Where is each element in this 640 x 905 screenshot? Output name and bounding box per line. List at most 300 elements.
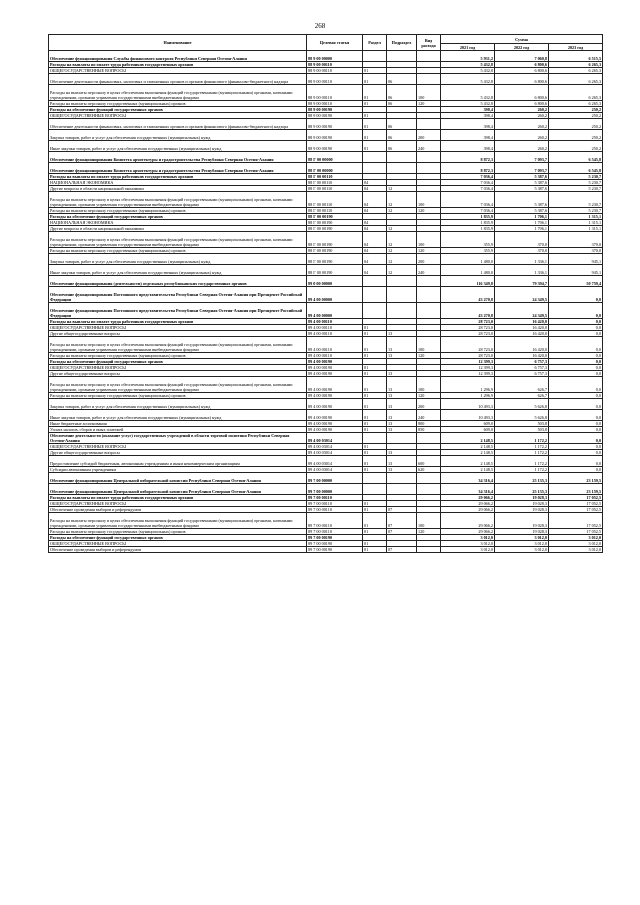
row-sum-2022: 6 800,6 (495, 68, 549, 74)
row-name: Субсидии автономным учреждениям (49, 467, 307, 473)
row-name: Расходы на выплаты по оплате труда работников государственных органов (49, 319, 307, 325)
row-name: Обеспечение деятельности финансовых, налоговых и таможенных органов и органов финансового (финансово-бюджетного) надзора (49, 119, 307, 130)
row-expense-type: 850 (417, 427, 441, 433)
row-target: 88 Г 00 00190 (307, 214, 363, 220)
row-subsection: 06 (387, 141, 417, 152)
table-row (49, 232, 603, 248)
row-section: 01 (363, 371, 387, 377)
table-row (49, 265, 603, 276)
row-sum-2022: 25 135,3 (495, 473, 549, 484)
row-sum-2023: 17 052,5 (549, 529, 603, 535)
row-sum-2022: 7 060,8 (495, 51, 549, 62)
row-expense-type: 100 (417, 192, 441, 208)
row-section: 01 (363, 119, 387, 130)
row-sum-2021: 5 432,8 (441, 85, 495, 101)
row-sum-2021: 10 493,3 (441, 399, 495, 410)
row-target: 89 4 00 03014 (307, 444, 363, 450)
row-sum-2023: 0,0 (549, 287, 603, 303)
row-name: Закупка товаров, работ и услуг для обеспечения государственных (муниципальных) нужд (49, 399, 307, 410)
row-expense-type: 120 (417, 393, 441, 399)
row-sum-2021: 34 316,4 (441, 473, 495, 484)
row-sum-2023: 3 012,0 (549, 547, 603, 553)
row-subsection (387, 163, 417, 174)
row-sum-2022: 260,2 (495, 119, 549, 130)
row-name: Уплата налогов, сборов и иных платежей (49, 427, 307, 433)
table-row (49, 456, 603, 467)
row-sum-2021: 609,0 (441, 421, 495, 427)
row-section: 01 (363, 85, 387, 101)
row-section: 01 (363, 74, 387, 85)
row-target: 89 4 00 00190 (307, 427, 363, 433)
row-name: Расходы на выплаты персоналу государственных (муниципальных) органов (49, 529, 307, 535)
row-sum-2022: 19 028,3 (495, 507, 549, 513)
row-subsection: 13 (387, 421, 417, 427)
row-sum-2021: 29 066,2 (441, 495, 495, 501)
row-sum-2021: 1 296,9 (441, 393, 495, 399)
row-expense-type (417, 433, 441, 444)
row-sum-2023: 0,0 (549, 456, 603, 467)
row-sum-2023: 250,2 (549, 119, 603, 130)
row-sum-2021: 29 066,2 (441, 513, 495, 529)
row-sum-2023: 6 545,8 (549, 163, 603, 174)
header-section: Раздел (363, 35, 387, 51)
row-expense-type: 100 (417, 513, 441, 529)
table-row (49, 473, 603, 484)
row-sum-2023: 5 230,7 (549, 174, 603, 180)
row-section: 01 (363, 513, 387, 529)
row-sum-2022: 5 387,6 (495, 192, 549, 208)
row-sum-2022: 25 135,3 (495, 484, 549, 495)
row-subsection: 06 (387, 119, 417, 130)
row-name: Расходы на выплаты персоналу государственных (муниципальных) органов (49, 248, 307, 254)
row-subsection: 13 (387, 337, 417, 353)
row-sum-2023: 370,0 (549, 248, 603, 254)
row-subsection (387, 433, 417, 444)
row-target: 89 4 00 00190 (307, 410, 363, 421)
row-sum-2022: 3 012,0 (495, 535, 549, 541)
row-target: 89 7 00 00110 (307, 495, 363, 501)
row-expense-type: 100 (417, 85, 441, 101)
row-sum-2021: 12 399,3 (441, 371, 495, 377)
row-sum-2023: 0,0 (549, 393, 603, 399)
row-name: Иные бюджетные ассигнования (49, 421, 307, 427)
row-expense-type (417, 473, 441, 484)
row-section: 01 (363, 450, 387, 456)
row-sum-2023: 370,0 (549, 232, 603, 248)
table-row (49, 377, 603, 393)
row-section: 01 (363, 325, 387, 331)
row-target: 89 4 00 00110 (307, 325, 363, 331)
row-target: 89 4 00 00190 (307, 365, 363, 371)
row-target: 88 9 00 00110 (307, 74, 363, 85)
row-sum-2021: 28 723,0 (441, 325, 495, 331)
row-subsection: 12 (387, 226, 417, 232)
row-section: 04 (363, 232, 387, 248)
row-section: 01 (363, 331, 387, 337)
row-sum-2021: 5 432,8 (441, 62, 495, 68)
row-subsection: 06 (387, 85, 417, 101)
row-sum-2023: 0,0 (549, 421, 603, 427)
row-sum-2021: 2 148,5 (441, 456, 495, 467)
row-sum-2021: 7 036,4 (441, 208, 495, 214)
row-expense-type (417, 152, 441, 163)
row-sum-2022: 1 172,2 (495, 450, 549, 456)
row-sum-2022: 5 387,6 (495, 208, 549, 214)
row-target: 88 Г 00 00110 (307, 208, 363, 214)
row-expense-type: 120 (417, 101, 441, 107)
row-sum-2023: 1 315,1 (549, 226, 603, 232)
row-section: 04 (363, 220, 387, 226)
row-subsection: 07 (387, 507, 417, 513)
row-expense-type: 240 (417, 141, 441, 152)
row-name: ОБЩЕГОСУДАРСТВЕННЫЕ ВОПРОСЫ (49, 68, 307, 74)
row-sum-2021: 2 148,5 (441, 467, 495, 473)
row-section (363, 51, 387, 62)
row-section: 04 (363, 208, 387, 214)
row-name: Обеспечение деятельности финансовых, налоговых и таможенных органов и органов финансового (финансово-бюджетного) надзора (49, 74, 307, 85)
row-sum-2022: 6 757,3 (495, 371, 549, 377)
row-name: Другие общегосударственные вопросы (49, 371, 307, 377)
row-sum-2023: 0,0 (549, 337, 603, 353)
row-name: Расходы на выплаты персоналу в целях обеспечения выполнения функций государственными (муниципальными) органами, казенными учреждениями, органами управления государственными внебюджетными фондами (49, 232, 307, 248)
row-sum-2023: 23 159,5 (549, 484, 603, 495)
row-target: 88 Г 00 00000 (307, 163, 363, 174)
row-section: 01 (363, 547, 387, 553)
row-subsection (387, 484, 417, 495)
row-expense-type (417, 74, 441, 85)
row-sum-2022: 16 420,0 (495, 337, 549, 353)
row-sum-2021: 398,4 (441, 107, 495, 113)
row-name: НАЦИОНАЛЬНАЯ ЭКОНОМИКА (49, 220, 307, 226)
row-target: 89 4 00 00190 (307, 377, 363, 393)
row-sum-2021: 2 148,5 (441, 450, 495, 456)
row-target: 88 9 00 00110 (307, 68, 363, 74)
row-sum-2023: 0,0 (549, 399, 603, 410)
row-expense-type (417, 484, 441, 495)
row-subsection: 12 (387, 232, 417, 248)
row-sum-2023: 0,0 (549, 450, 603, 456)
row-sum-2022: 1 336,1 (495, 254, 549, 265)
row-section: 01 (363, 541, 387, 547)
row-name: Расходы на выплаты по оплате труда работников государственных органов (49, 62, 307, 68)
row-expense-type: 100 (417, 337, 441, 353)
row-name: Расходы на выплаты по оплате труда работников государственных органов (49, 174, 307, 180)
row-name: Иные закупки товаров, работ и услуг для обеспечения государственных (муниципальных) нужд (49, 410, 307, 421)
row-name: ОБЩЕГОСУДАРСТВЕННЫЕ ВОПРОСЫ (49, 444, 307, 450)
row-sum-2022: 503,8 (495, 421, 549, 427)
row-sum-2022: 260,2 (495, 130, 549, 141)
header-year-2022: 2022 год (495, 44, 549, 51)
row-sum-2021: 398,4 (441, 130, 495, 141)
row-sum-2021: 28 723,0 (441, 319, 495, 325)
row-expense-type: 600 (417, 456, 441, 467)
row-sum-2023: 5 230,7 (549, 186, 603, 192)
row-sum-2022: 6 757,3 (495, 365, 549, 371)
row-sum-2021: 12 399,3 (441, 365, 495, 371)
row-sum-2022: 16 420,0 (495, 319, 549, 325)
row-target: 89 4 00 00190 (307, 399, 363, 410)
row-subsection: 07 (387, 513, 417, 529)
header-expense-type: Вид расхода (417, 35, 441, 51)
row-name: Другие вопросы в области национальной экономики (49, 226, 307, 232)
row-sum-2023: 0,0 (549, 365, 603, 371)
page-number: 268 (314, 22, 326, 30)
row-sum-2022: 16 420,0 (495, 325, 549, 331)
row-subsection: 13 (387, 377, 417, 393)
row-section: 01 (363, 337, 387, 353)
row-target: 88 Г 00 00190 (307, 226, 363, 232)
row-sum-2022: 1 172,2 (495, 444, 549, 450)
row-sum-2023: 5 230,7 (549, 192, 603, 208)
row-section: 01 (363, 353, 387, 359)
row-name: Обеспечение функционирования Комитета архитектуры и градостроительства Республики Северная Осетия-Алания (49, 163, 307, 174)
row-name: Обеспечение проведения выборов и референдумов (49, 547, 307, 553)
row-sum-2023: 17 052,5 (549, 513, 603, 529)
row-sum-2023: 5 230,7 (549, 180, 603, 186)
row-sum-2023: 0,0 (549, 444, 603, 450)
row-sum-2021: 34 316,4 (441, 484, 495, 495)
row-name: Расходы на выплаты персоналу в целях обеспечения выполнения функций государственными (муниципальными) органами, казенными учреждениями, органами управления государственными внебюджетными фондами (49, 192, 307, 208)
row-sum-2022: 1 172,2 (495, 467, 549, 473)
row-expense-type: 100 (417, 232, 441, 248)
row-name: Предоставление субсидий бюджетным, автономным учреждениям и иным некоммерческим организациям (49, 456, 307, 467)
row-sum-2023: 50 759,4 (549, 276, 603, 287)
header-subsection: Подраздел (387, 35, 417, 51)
row-sum-2022: 1 706,1 (495, 226, 549, 232)
row-section (363, 276, 387, 287)
row-target: 88 9 00 00190 (307, 113, 363, 119)
row-sum-2022: 3 012,0 (495, 541, 549, 547)
table-row (49, 513, 603, 529)
row-sum-2021: 29 066,2 (441, 529, 495, 535)
row-target: 88 Г 00 00110 (307, 186, 363, 192)
row-target: 89 4 00 00190 (307, 371, 363, 377)
row-subsection: 06 (387, 130, 417, 141)
row-sum-2023: 6 265,3 (549, 101, 603, 107)
row-sum-2021: 2 148,5 (441, 433, 495, 444)
row-sum-2023: 0,0 (549, 359, 603, 365)
row-expense-type (417, 276, 441, 287)
row-sum-2022: 5 626,8 (495, 410, 549, 421)
row-sum-2021: 29 066,2 (441, 501, 495, 507)
row-target: 89 4 00 03014 (307, 456, 363, 467)
row-subsection: 06 (387, 74, 417, 85)
row-subsection: 06 (387, 101, 417, 107)
row-sum-2023: 0,0 (549, 467, 603, 473)
row-target: 89 7 00 00110 (307, 513, 363, 529)
row-subsection: 12 (387, 248, 417, 254)
row-section: 01 (363, 444, 387, 450)
row-subsection (387, 473, 417, 484)
row-sum-2022: 5 387,6 (495, 180, 549, 186)
row-target: 88 9 00 00190 (307, 119, 363, 130)
row-section: 01 (363, 421, 387, 427)
table-row (49, 410, 603, 421)
row-sum-2023: 0,0 (549, 325, 603, 331)
row-sum-2022: 1 336,1 (495, 265, 549, 276)
row-section: 01 (363, 101, 387, 107)
row-section: 04 (363, 226, 387, 232)
table-row (49, 276, 603, 287)
row-subsection (387, 152, 417, 163)
row-sum-2021: 1 480,0 (441, 265, 495, 276)
row-sum-2021: 28 723,0 (441, 337, 495, 353)
row-section: 04 (363, 192, 387, 208)
header-name: Наименование (49, 35, 307, 51)
row-target: 88 9 00 00000 (307, 51, 363, 62)
table-row (49, 51, 603, 62)
row-sum-2021: 43 270,8 (441, 287, 495, 303)
row-name: Расходы на выплаты персоналу государственных (муниципальных) органов (49, 393, 307, 399)
row-section: 01 (363, 113, 387, 119)
row-sum-2022: 24 349,5 (495, 303, 549, 319)
row-subsection: 13 (387, 427, 417, 433)
row-name: Обеспечение функционирования Комитета архитектуры и градостроительства Республики Северная Осетия-Алания (49, 152, 307, 163)
row-sum-2023: 6 545,8 (549, 152, 603, 163)
row-sum-2021: 28 723,0 (441, 353, 495, 359)
row-target: 88 Г 00 00190 (307, 248, 363, 254)
row-sum-2022: 19 028,3 (495, 495, 549, 501)
budget-table (48, 34, 603, 553)
row-section: 04 (363, 248, 387, 254)
row-subsection (387, 303, 417, 319)
row-sum-2021: 7 036,4 (441, 180, 495, 186)
row-name: Расходы на выплаты персоналу государственных (муниципальных) органов (49, 101, 307, 107)
row-sum-2022: 19 028,3 (495, 501, 549, 507)
row-name: ОБЩЕГОСУДАРСТВЕННЫЕ ВОПРОСЫ (49, 501, 307, 507)
row-name: Обеспечение деятельности (оказание услуг) государственных учреждений в области торговой политики Республики Северная Осетия-Алания (49, 433, 307, 444)
row-name: Другие общегосударственные вопросы (49, 450, 307, 456)
row-section: 01 (363, 393, 387, 399)
row-sum-2023: 17 052,5 (549, 501, 603, 507)
row-name: Расходы на обеспечение функций государственных органов (49, 214, 307, 220)
row-name: Закупка товаров, работ и услуг для обеспечения государственных (муниципальных) нужд (49, 254, 307, 265)
table-row (49, 192, 603, 208)
row-sum-2021: 398,4 (441, 141, 495, 152)
row-sum-2021: 3 012,0 (441, 547, 495, 553)
row-name: Обеспечение функционирования Центральной избирательной комиссии Республики Северная Осетия-Алания (49, 484, 307, 495)
table-row (49, 337, 603, 353)
row-target: 89 4 00 00000 (307, 303, 363, 319)
row-section: 01 (363, 410, 387, 421)
row-target: 88 Г 00 00190 (307, 254, 363, 265)
row-target: 89 7 00 00000 (307, 484, 363, 495)
row-name: ОБЩЕГОСУДАРСТВЕННЫЕ ВОПРОСЫ (49, 541, 307, 547)
row-expense-type: 120 (417, 208, 441, 214)
table-row (49, 287, 603, 303)
row-name: Расходы на выплаты персоналу в целях обеспечения выполнения функций государственными (муниципальными) органами, казенными учреждениями, органами управления государственными внебюджетными фондами (49, 85, 307, 101)
table-row (49, 141, 603, 152)
table-row (49, 130, 603, 141)
row-sum-2023: 0,0 (549, 371, 603, 377)
row-section (363, 433, 387, 444)
table-row (49, 433, 603, 444)
row-sum-2022: 6 800,6 (495, 62, 549, 68)
row-sum-2023: 0,0 (549, 353, 603, 359)
row-sum-2023: 0,0 (549, 377, 603, 393)
row-name: Обеспечение функционирования (деятельности) отдельных республиканских государственных органов (49, 276, 307, 287)
row-section: 01 (363, 365, 387, 371)
row-sum-2023: 250,2 (549, 113, 603, 119)
row-section: 04 (363, 254, 387, 265)
row-section: 04 (363, 180, 387, 186)
row-sum-2023: 3 012,0 (549, 541, 603, 547)
row-sum-2023: 0,0 (549, 331, 603, 337)
row-sum-2023: 0,0 (549, 319, 603, 325)
row-sum-2023: 0,0 (549, 433, 603, 444)
row-sum-2023: 1 315,1 (549, 214, 603, 220)
row-sum-2021: 5 432,8 (441, 101, 495, 107)
row-name: Расходы на обеспечение функций государственных органов (49, 107, 307, 113)
row-sum-2021: 8 872,3 (441, 163, 495, 174)
row-subsection: 12 (387, 186, 417, 192)
row-sum-2022: 7 093,7 (495, 163, 549, 174)
row-sum-2022: 1 172,2 (495, 433, 549, 444)
row-section (363, 152, 387, 163)
row-section: 01 (363, 68, 387, 74)
row-section: 01 (363, 456, 387, 467)
row-sum-2022: 6 800,6 (495, 74, 549, 85)
row-sum-2021: 1 835,9 (441, 214, 495, 220)
table-row (49, 484, 603, 495)
row-target: 89 4 00 00190 (307, 421, 363, 427)
row-name: Расходы на обеспечение функций государственных органов (49, 535, 307, 541)
row-expense-type: 100 (417, 377, 441, 393)
row-sum-2022: 260,2 (495, 113, 549, 119)
row-section (363, 163, 387, 174)
row-target: 88 9 00 00190 (307, 141, 363, 152)
table-row (49, 254, 603, 265)
row-expense-type: 800 (417, 421, 441, 427)
row-sum-2023: 6 265,3 (549, 68, 603, 74)
row-subsection (387, 287, 417, 303)
row-target: 89 7 00 00110 (307, 501, 363, 507)
row-expense-type (417, 163, 441, 174)
row-target: 88 9 00 00190 (307, 130, 363, 141)
row-target: 88 9 00 00110 (307, 62, 363, 68)
row-subsection: 13 (387, 399, 417, 410)
row-sum-2022: 79 394,7 (495, 276, 549, 287)
row-section: 01 (363, 427, 387, 433)
row-sum-2023: 6 265,3 (549, 74, 603, 85)
row-name: Обеспечение функционирования Службы финансового контроля Республики Северная Осетия-Алания (49, 51, 307, 62)
row-name: ОБЩЕГОСУДАРСТВЕННЫЕ ВОПРОСЫ (49, 365, 307, 371)
row-subsection: 07 (387, 529, 417, 535)
row-name: НАЦИОНАЛЬНАЯ ЭКОНОМИКА (49, 180, 307, 186)
row-name: Обеспечение функционирования Постоянного представительства Республики Северная Осетия-Алания при Президенте Российской Федерации (49, 303, 307, 319)
row-name: Расходы на выплаты персоналу государственных (муниципальных) органов (49, 208, 307, 214)
row-expense-type (417, 547, 441, 553)
row-sum-2022: 626,7 (495, 377, 549, 393)
row-section: 01 (363, 399, 387, 410)
header-target: Целевая статья (307, 35, 363, 51)
row-sum-2022: 260,2 (495, 141, 549, 152)
row-sum-2021: 398,4 (441, 113, 495, 119)
row-subsection: 12 (387, 192, 417, 208)
table-row (49, 152, 603, 163)
row-expense-type: 120 (417, 529, 441, 535)
row-sum-2021: 1 296,9 (441, 377, 495, 393)
row-name: Закупка товаров, работ и услуг для обеспечения государственных (муниципальных) нужд (49, 130, 307, 141)
table-row (49, 74, 603, 85)
row-sum-2021: 609,0 (441, 427, 495, 433)
row-target: 89 4 00 03014 (307, 450, 363, 456)
row-section: 04 (363, 265, 387, 276)
row-sum-2022: 19 028,3 (495, 513, 549, 529)
row-sum-2022: 7 093,7 (495, 152, 549, 163)
row-name: ОБЩЕГОСУДАРСТВЕННЫЕ ВОПРОСЫ (49, 325, 307, 331)
row-sum-2022: 626,7 (495, 393, 549, 399)
